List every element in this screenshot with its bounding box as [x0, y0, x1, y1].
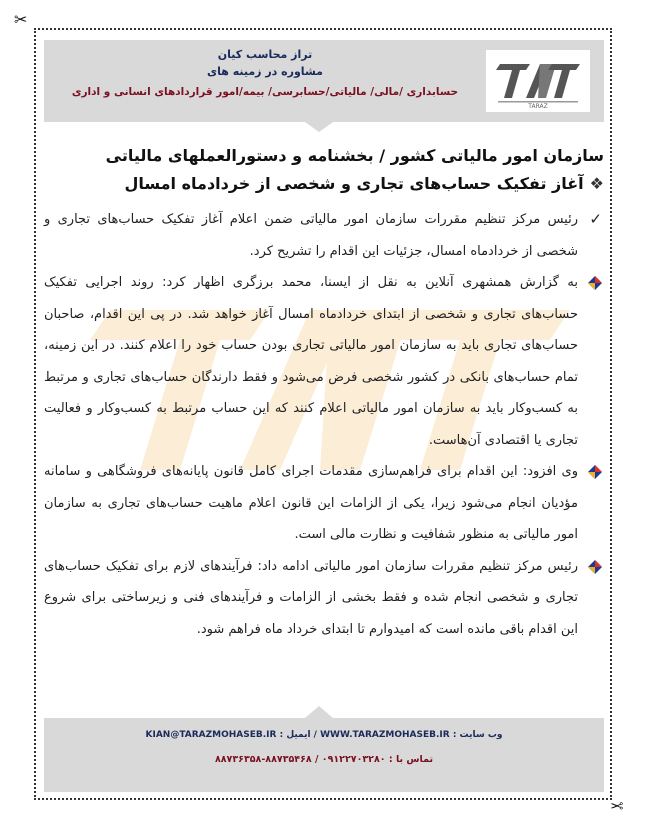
paragraph-text: به گزارش همشهری آنلاین به نقل از ایسنا، محمد برزگری اظهار کرد: روند اجرایی تفکیک حساب‌های تجاری و شخصی از ابتدای خردادماه امسال آغاز خواهد شد. در پی این اقدام، صاحبان حساب‌های تجاری باید به سازمان امور مالیاتی تجاری بودن حساب خود را اعلام کنند. در این زمینه، تمام حساب‌های بانکی در کشور شخصی فرض می‌شود و فقط دارندگان حساب‌های تجاری و مرتبط به کسب‌وکار باید به سازمان امور مالیاتی اعلام کنند که این حساب مرتبط به کسب‌وکار و فعالیت تجاری یا اقتصادی آن‌هاست. [44, 275, 578, 448]
logo-caption: TARAZ [528, 103, 548, 110]
footer-contact[interactable]: وب سایت : WWW.TARAZMOHASEB.IR / ایمیل : KIAN@TARAZMOHASEB.IR [145, 730, 503, 740]
article-title-text: آغاز تفکیک حساب‌های تجاری و شخصی از خردادماه امسال [124, 174, 584, 193]
paragraph [44, 551, 604, 646]
scissors-icon: ✂ [14, 10, 28, 29]
page-title: سازمان امور مالیاتی کشور / بخشنامه و دستورالعملهای مالیاتی [105, 146, 604, 165]
checkmark-icon: ✓ [589, 210, 602, 228]
diamond-bullet-icon: ❖ [589, 174, 604, 193]
company-tagline: مشاوره در زمینه های [207, 65, 323, 78]
company-logo [486, 50, 590, 112]
company-name: تراز محاسب کیان [217, 48, 313, 61]
paragraph-text: رئیس مرکز تنظیم مقررات سازمان امور مالیاتی ضمن اعلام آغاز تفکیک حساب‌های تجاری و شخصی از خردادماه امسال، جزئیات این اقدام را تشریح کرد. [44, 212, 578, 259]
scissors-icon: ✂ [610, 796, 624, 815]
paragraph [44, 267, 604, 456]
header-banner [44, 40, 604, 122]
header-notch [305, 122, 333, 132]
pointer-bullet-icon [586, 274, 604, 292]
footer-banner [44, 718, 604, 792]
services-list: حسابداری /مالی/ مالیاتی/حسابرسی/ بیمه/امور قراردادهای انسانی و اداری [71, 86, 459, 98]
paragraph-text: رئیس مرکز تنظیم مقررات سازمان امور مالیاتی ادامه داد: فرآیندهای لازم برای تفکیک حساب‌های تجاری و شخصی انجام شده و فقط بخشی از الزامات و فرآیندهای فنی و زیرساختی برای شروع این اقدام باقی مانده است که امیدوارم تا ابتدای خرداد ماه فراهم شود. [44, 558, 578, 637]
pointer-bullet-icon [586, 463, 604, 481]
footer-phone: تماس با : ۰۹۱۲۲۷۰۳۲۸۰ / ۸۸۷۳۵۴۶۸-۸۸۷۳۶۳۵۸ [214, 754, 434, 765]
article-title [44, 174, 604, 193]
paragraph-text: وی افزود: این اقدام برای فراهم‌سازی مقدمات اجرای کامل قانون پایانه‌های فروشگاهی و سامانه مؤدیان انجام می‌شود زیرا، یکی از الزامات این قانون اعلام ماهیت حساب‌های تجاری به سازمان امور مالیاتی به منظور شفافیت و نظارت مالی است. [44, 464, 578, 542]
paragraph [44, 456, 604, 551]
paragraph [44, 204, 604, 267]
footer-notch [305, 706, 333, 718]
article-body [44, 204, 604, 645]
pointer-bullet-icon [586, 558, 604, 576]
header-text [56, 46, 474, 102]
